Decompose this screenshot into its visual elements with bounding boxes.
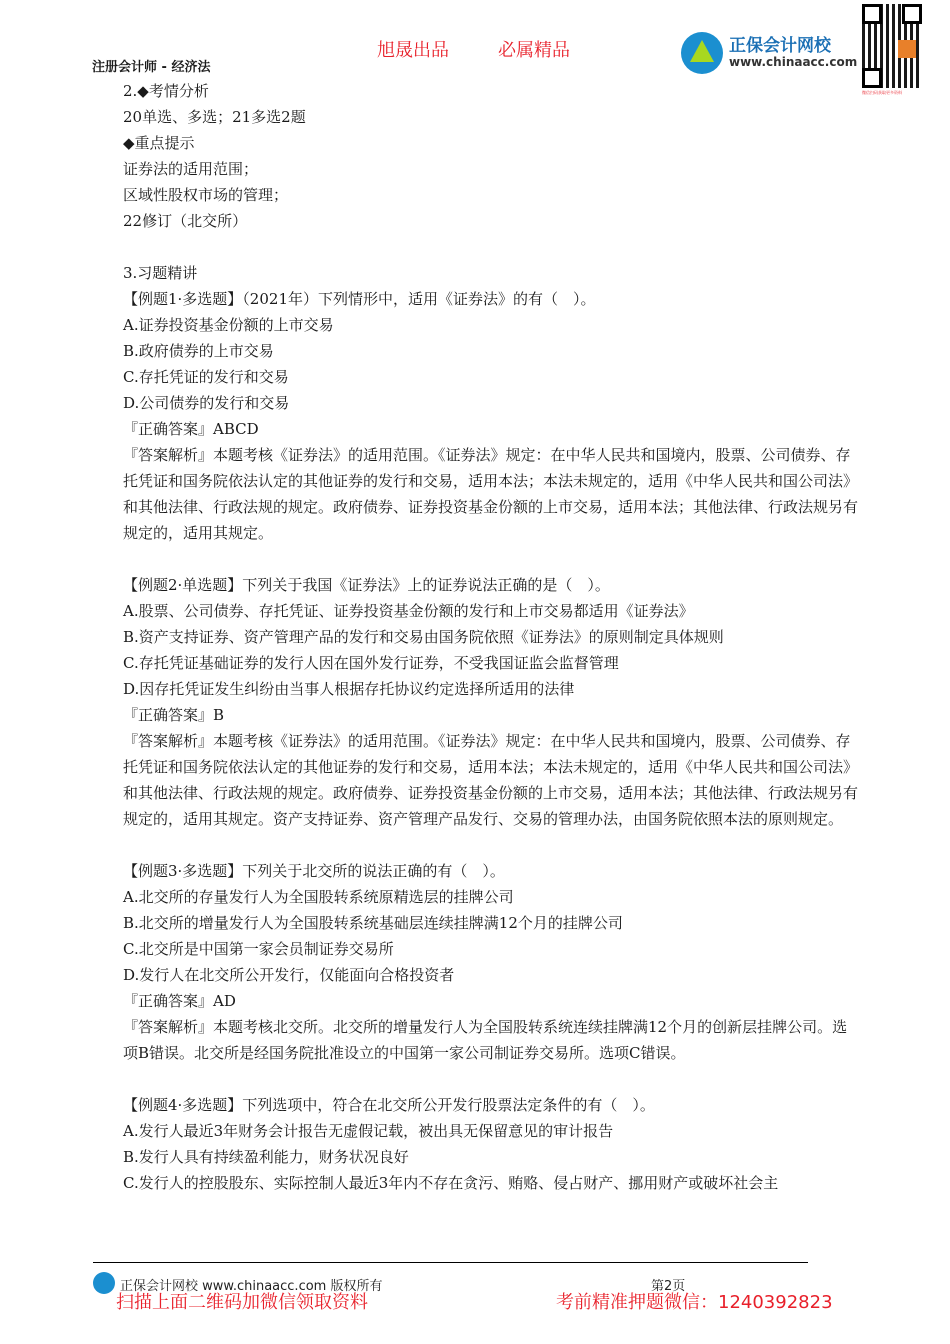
blank-line	[95, 832, 859, 858]
paragraph: A.北交所的存量发行人为全国股转系统原精选层的挂牌公司	[123, 888, 514, 906]
scan-note: 扫描上面二维码加微信领取资料	[116, 1292, 368, 1313]
paragraph: 『答案解析』本题考核《证券法》的适用范围。《证券法》规定：在中华人民共和国境内，股票、公司债券、存托凭证和国务院依法认定的其他证券的发行和交易，适用本法；本法未规定的，适用《中华人民共和国公司法》和其他法律、行政法规的规定。政府债券、证券投资基金份额的上市交易，适用本法；其他法律、行政法规另有规定的，适用其规定。资产支持证券、资产管理产品发行、交易的管理办法，由国务院依照本法的原则规定。	[123, 732, 859, 828]
paragraph: A.证券投资基金份额的上市交易	[123, 316, 334, 334]
paragraph: 2.◆考情分析	[123, 82, 209, 100]
header-slogan-1: 旭晟出品	[377, 40, 449, 61]
blank-line	[95, 234, 859, 260]
paragraph: ◆重点提示	[123, 134, 195, 152]
blank-line	[95, 1066, 859, 1092]
paragraph: 20单选、多选；21多选2题	[123, 108, 306, 126]
paragraph: 【例题4·多选题】下列选项中，符合在北交所公开发行股票法定条件的有（ ）。	[123, 1096, 655, 1114]
footer-copyright: 正保会计网校 www.chinaacc.com 版权所有	[120, 1279, 383, 1294]
paragraph: 22修订（北交所）	[123, 212, 248, 230]
course-title: 注册会计师 - 经济法	[92, 60, 211, 75]
paragraph: C.存托凭证基础证券的发行人因在国外发行证券，不受我国证监会监督管理	[123, 654, 619, 672]
paragraph: D.公司债券的发行和交易	[123, 394, 290, 412]
logo-url: www.chinaacc.com	[729, 55, 858, 69]
paragraph: D.发行人在北交所公开发行，仅能面向合格投资者	[123, 966, 455, 984]
header-slogan-2: 必属精品	[498, 40, 570, 61]
paragraph: B.北交所的增量发行人为全国股转系统基础层连续挂牌满12个月的挂牌公司	[123, 914, 623, 932]
logo-mark-icon	[681, 32, 723, 74]
blank-line	[95, 546, 859, 572]
brand-logo	[681, 28, 858, 76]
paragraph: 『答案解析』本题考核《证券法》的适用范围。《证券法》规定：在中华人民共和国境内，股票、公司债券、存托凭证和国务院依法认定的其他证券的发行和交易，适用本法；本法未规定的，适用《中华人民共和国公司法》和其他法律、行政法规的规定。政府债券、证券投资基金份额的上市交易，适用本法；其他法律、行政法规另有规定的，适用其规定。	[123, 446, 859, 542]
paragraph: 『正确答案』ABCD	[123, 420, 259, 438]
paragraph: C.存托凭证的发行和交易	[123, 368, 289, 386]
logo-name: 正保会计网校	[729, 36, 831, 56]
paragraph: 3.习题精讲	[123, 264, 198, 282]
document-body	[95, 78, 859, 1196]
paragraph: 【例题3·多选题】下列关于北交所的说法正确的有（ ）。	[123, 862, 505, 880]
footer-divider	[93, 1262, 808, 1263]
footer-logo-icon	[93, 1272, 115, 1294]
qr-code-icon	[862, 4, 922, 88]
paragraph: 区域性股权市场的管理；	[123, 186, 289, 204]
paragraph: 『正确答案』B	[123, 706, 225, 724]
paragraph: B.政府债券的上市交易	[123, 342, 274, 360]
paragraph: 『答案解析』本题考核北交所。北交所的增量发行人为全国股转系统连续挂牌满12个月的创新层挂牌公司。选项B错误。北交所是经国务院批准设立的中国第一家公司制证券交易所。选项C错误。	[123, 1018, 848, 1062]
qr-caption: 微信扫码获取更多资料	[862, 90, 902, 95]
paragraph: 证券法的适用范围；	[123, 160, 259, 178]
paragraph: 【例题1·多选题】（2021年）下列情形中，适用《证券法》的有（ ）。	[123, 290, 596, 308]
wechat-note: 考前精准押题微信：1240392823	[556, 1292, 833, 1313]
paragraph: B.资产支持证券、资产管理产品的发行和交易由国务院依照《证券法》的原则制定具体规则	[123, 628, 724, 646]
paragraph: A.股票、公司债券、存托凭证、证券投资基金份额的发行和上市交易都适用《证券法》	[123, 602, 694, 620]
paragraph: 【例题2·单选题】下列关于我国《证券法》上的证券说法正确的是（ ）。	[123, 576, 610, 594]
paragraph: C.北交所是中国第一家会员制证券交易所	[123, 940, 394, 958]
paragraph: C.发行人的控股股东、实际控制人最近3年内不存在贪污、贿赂、侵占财产、挪用财产或破坏社会主	[123, 1174, 779, 1192]
page-number: 第2页	[651, 1279, 686, 1294]
paragraph: B.发行人具有持续盈利能力，财务状况良好	[123, 1148, 409, 1166]
paragraph: D.因存托凭证发生纠纷由当事人根据存托协议约定选择所适用的法律	[123, 680, 575, 698]
paragraph: A.发行人最近3年财务会计报告无虚假记载，被出具无保留意见的审计报告	[123, 1122, 614, 1140]
paragraph: 『正确答案』AD	[123, 992, 236, 1010]
